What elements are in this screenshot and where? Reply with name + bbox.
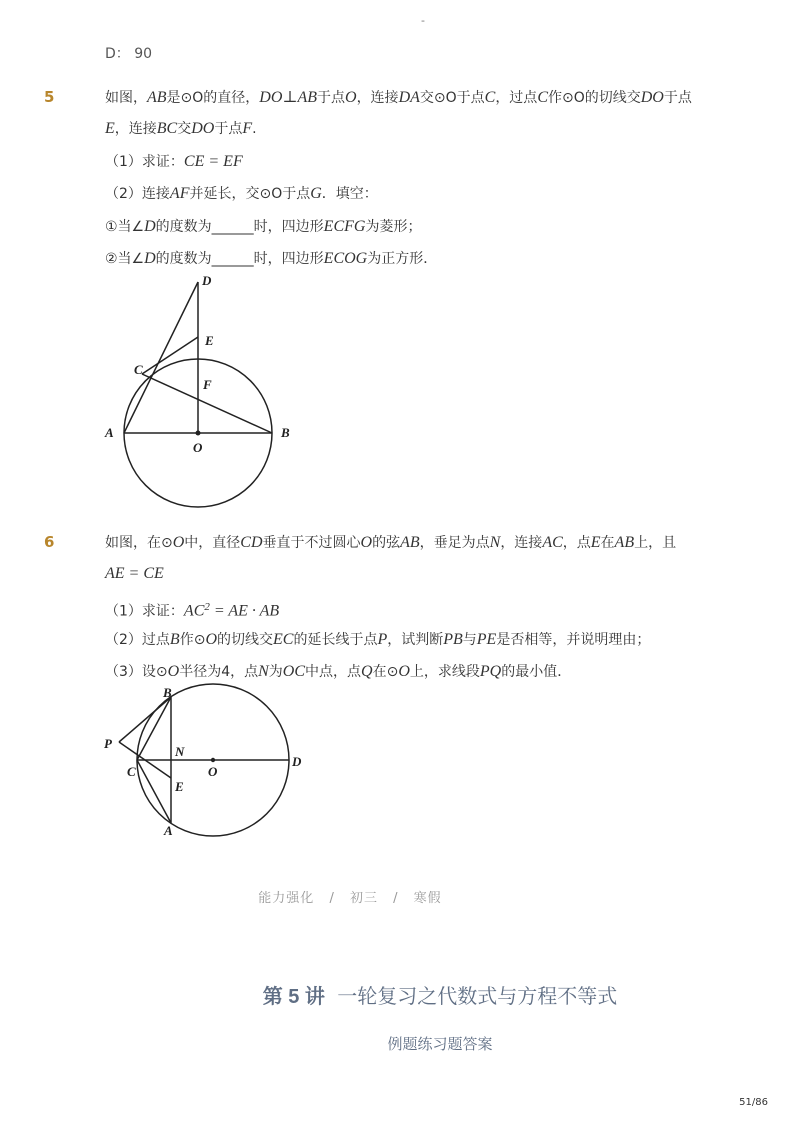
text: 作⊙	[179, 632, 206, 648]
text: 作⊙O的切线交	[547, 90, 641, 106]
text: 垂直于不过圆心	[262, 535, 361, 551]
math: CD	[240, 534, 263, 551]
math: DO	[640, 89, 664, 106]
math: C	[537, 89, 548, 106]
math: P	[377, 631, 388, 648]
text: 于点	[214, 121, 243, 137]
label-b: B	[163, 685, 172, 700]
center-point	[196, 431, 201, 436]
q5-geometry-figure	[95, 270, 310, 510]
math: AC	[183, 602, 205, 620]
math: O	[360, 534, 373, 551]
math: AE = CE	[105, 565, 164, 582]
text: ，连接	[356, 90, 399, 106]
text: 中，直径	[184, 535, 241, 551]
text: 交⊙O于点	[419, 90, 485, 106]
text: ，试判断	[387, 632, 444, 648]
q5-part2	[105, 184, 378, 204]
text: ，连接	[500, 535, 543, 551]
math: OC	[282, 663, 306, 680]
math: = AE · AB	[209, 602, 280, 620]
lecture-name: 一轮复习之代数式与方程不等式	[337, 984, 618, 1008]
text: 为正方形．	[367, 251, 438, 267]
math: DA	[398, 89, 420, 106]
math: AB	[400, 534, 420, 551]
math: AB	[147, 89, 167, 106]
text: 的弦	[372, 535, 401, 551]
q6-geometry-figure	[95, 680, 315, 845]
math: O	[345, 89, 357, 106]
math: E	[105, 120, 115, 137]
label-a: A	[164, 823, 173, 838]
label-c: C	[134, 362, 143, 377]
center-point	[211, 758, 215, 762]
text: （2）过点	[105, 632, 170, 648]
text: 为菱形；	[365, 219, 422, 235]
text: 的延长线于点	[293, 632, 378, 648]
label-d: D	[202, 273, 212, 288]
math: B	[169, 631, 180, 648]
text: 为	[268, 664, 283, 680]
tangent-pb	[119, 697, 171, 742]
question-5-number: 5	[44, 88, 55, 106]
page-number: 51/86	[739, 1097, 768, 1108]
label-f: F	[203, 377, 212, 392]
label-n: N	[175, 744, 185, 759]
text: 的度数为______时，四边形	[155, 219, 324, 235]
text: .	[252, 121, 257, 137]
breadcrumb-item: 初三	[349, 891, 378, 906]
text: （1）求证：	[105, 603, 184, 620]
text: ，连接	[114, 121, 157, 137]
math: O	[172, 534, 185, 551]
q6-part3	[105, 662, 571, 682]
text: 于点	[663, 90, 692, 106]
math: BC	[156, 120, 178, 137]
math: PB	[443, 631, 463, 648]
text: 如图，在⊙	[105, 535, 173, 551]
math: O	[398, 663, 410, 680]
math: PE	[476, 631, 497, 648]
segment-cb	[137, 697, 171, 760]
text: ，过点	[495, 90, 538, 106]
math: CE = EF	[183, 153, 243, 170]
label-p: P	[104, 736, 112, 751]
text: 交	[177, 121, 192, 137]
text: 与	[462, 632, 477, 648]
math: E	[590, 534, 601, 551]
math: DO	[191, 120, 215, 137]
text: ②当∠	[105, 251, 145, 267]
label-e: E	[175, 779, 184, 794]
text: 中点，点	[305, 664, 362, 680]
math: PQ	[479, 663, 502, 680]
math: D	[144, 250, 156, 267]
text: ，垂足为点	[419, 535, 490, 551]
tangent-ce	[142, 337, 198, 374]
text: ．填空：	[321, 186, 378, 202]
q6-part2	[105, 630, 650, 650]
text: 是否相等，并说明理由；	[496, 632, 651, 648]
math: AC	[542, 534, 563, 551]
label-o: O	[193, 440, 203, 455]
math: O	[167, 663, 180, 680]
text: （1）求证：	[105, 154, 184, 170]
math: AF	[169, 185, 190, 202]
text: （3）设⊙	[105, 664, 168, 680]
breadcrumb	[0, 887, 700, 906]
text: （2）连接	[105, 186, 170, 202]
math: DO⊥AB	[259, 89, 317, 106]
text: 的最小值．	[501, 664, 572, 680]
math: G	[310, 185, 322, 202]
math: Q	[361, 663, 373, 680]
math: ECFG	[323, 218, 366, 235]
segment-ca	[137, 760, 171, 823]
breadcrumb-separator: /	[329, 891, 335, 906]
text: 并延长，交⊙O于点	[189, 186, 311, 202]
text: ，点	[562, 535, 591, 551]
top-mark: -	[421, 14, 425, 27]
q6-statement-line2	[105, 564, 164, 584]
lecture-title	[0, 980, 800, 1009]
text: 是⊙O的直径，	[166, 90, 260, 106]
text: 于点	[317, 90, 345, 106]
label-e: E	[205, 333, 214, 348]
label-o: O	[208, 764, 218, 779]
math: D	[144, 218, 156, 235]
q6-part1	[105, 597, 279, 622]
label-b: B	[281, 425, 290, 440]
math: ECOG	[323, 250, 368, 267]
math: AB	[614, 534, 635, 551]
previous-answer: D： 90	[105, 46, 153, 62]
q6-statement-line1	[105, 533, 676, 553]
text: 在	[600, 535, 615, 551]
q5-sub2	[105, 249, 437, 269]
label-d: D	[292, 754, 302, 769]
text: 的度数为______时，四边形	[155, 251, 324, 267]
text: 上，且	[634, 535, 677, 551]
text: 在⊙	[372, 664, 399, 680]
label-a: A	[105, 425, 114, 440]
text: 如图，	[105, 90, 147, 106]
lecture-number: 第 5 讲	[262, 986, 325, 1008]
math: N	[489, 534, 501, 551]
text: 的切线交	[217, 632, 273, 648]
label-c: C	[127, 764, 136, 779]
math: N	[258, 663, 269, 680]
breadcrumb-item: 能力强化	[258, 891, 315, 906]
segment-ad	[124, 282, 198, 433]
lecture-subtitle: 例题练习题答案	[387, 1035, 493, 1053]
text: 上，求线段	[409, 664, 480, 680]
q5-part1	[105, 152, 243, 172]
q5-statement-line2	[105, 119, 257, 139]
math: F	[242, 120, 253, 137]
q5-sub1	[105, 217, 421, 237]
math: EC	[273, 631, 294, 648]
math: O	[205, 631, 217, 648]
q5-statement-line1	[105, 88, 692, 108]
text: ①当∠	[105, 219, 145, 235]
question-6-number: 6	[44, 533, 55, 551]
superscript: 2	[204, 601, 210, 613]
text: 半径为4，点	[179, 664, 259, 680]
breadcrumb-item: 寒假	[413, 891, 442, 906]
breadcrumb-separator: /	[393, 891, 399, 906]
math: C	[484, 89, 496, 106]
